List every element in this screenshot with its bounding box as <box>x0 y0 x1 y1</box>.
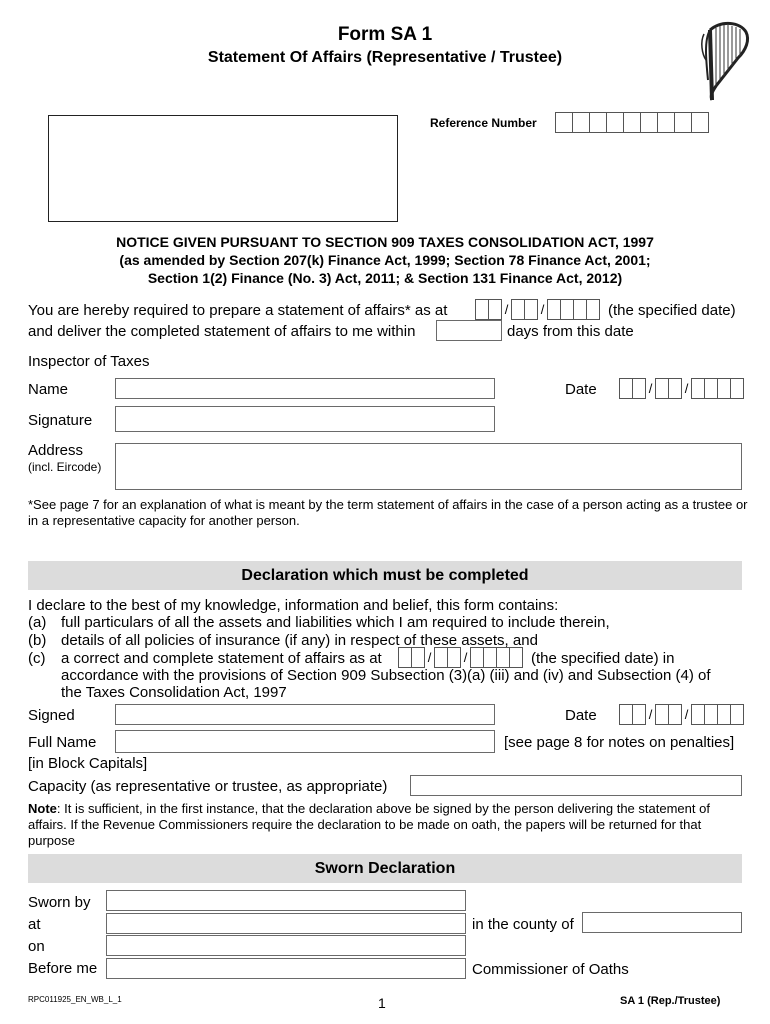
form-subtitle: Statement Of Affairs (Representative / Trustee) <box>207 49 563 66</box>
declaration-item-b-marker: (b) <box>28 632 47 649</box>
sworn-on-input[interactable] <box>106 935 466 956</box>
inspector-date-label: Date <box>565 381 597 398</box>
notice-block <box>0 233 770 287</box>
inspector-heading: Inspector of Taxes <box>28 353 150 370</box>
inspector-name-input[interactable] <box>115 378 495 399</box>
sworn-at-label: at <box>28 916 41 933</box>
sworn-declaration-heading: Sworn Declaration <box>28 854 742 883</box>
inspector-name-label: Name <box>28 381 69 398</box>
commissioner-label: Commissioner of Oaths <box>472 961 629 978</box>
declaration-specified-date-boxes[interactable]: / / <box>398 647 523 668</box>
specified-date-text: (the specified date) <box>608 302 736 319</box>
full-name-input[interactable] <box>115 730 495 753</box>
signed-input[interactable] <box>115 704 495 725</box>
recipient-address-box[interactable] <box>48 115 398 222</box>
full-name-label: Full Name <box>28 734 97 751</box>
declaration-item-a-text: full particulars of all the assets and liabilities which I am required to include therein, <box>61 614 610 631</box>
note-text: : It is sufficient, in the first instance, that the declaration above be signed by the person delivering the statement of affairs. If the Revenue Commissioners require the declaration to be made on oath, the papers will be returned for that purpose <box>28 801 710 848</box>
requirement-line-2: and deliver the completed statement of affairs to me within <box>28 323 416 340</box>
declaration-note <box>28 801 740 849</box>
county-input[interactable] <box>582 912 742 933</box>
notice-line-2: (as amended by Section 207(k) Finance Act, 1999; Section 78 Finance Act, 2001; <box>119 252 651 268</box>
sworn-on-label: on <box>28 938 45 955</box>
page-number: 1 <box>378 995 386 1011</box>
days-input[interactable] <box>436 320 502 341</box>
declaration-item-c-specified: (the specified date) in <box>531 650 675 667</box>
declaration-item-c-text: a correct and complete statement of affairs as at <box>61 650 382 667</box>
block-capitals-note: [in Block Capitals] <box>28 755 148 772</box>
note-label: Note <box>28 801 57 816</box>
signed-label: Signed <box>28 707 75 724</box>
reference-number-boxes[interactable] <box>555 112 709 133</box>
inspector-signature-input[interactable] <box>115 406 495 432</box>
notice-line-3: Section 1(2) Finance (No. 3) Act, 2011; & Section 131 Finance Act, 2012) <box>147 270 623 286</box>
before-me-input[interactable] <box>106 958 466 979</box>
declaration-item-c-marker: (c) <box>28 650 46 667</box>
form-title: Form SA 1 <box>337 24 433 45</box>
capacity-label: Capacity (as representative or trustee, as appropriate) <box>28 778 388 795</box>
harp-icon <box>700 20 754 104</box>
sworn-by-input[interactable] <box>106 890 466 911</box>
before-me-label: Before me <box>28 960 98 977</box>
statement-date-boxes[interactable]: / / <box>475 299 600 320</box>
declaration-item-b-text: details of all policies of insurance (if any) in respect of these assets, and <box>61 632 538 649</box>
inspector-signature-label: Signature <box>28 412 93 429</box>
declaration-heading: Declaration which must be completed <box>28 561 742 590</box>
declaration-item-c-line-2: accordance with the provisions of Section 909 Subsection (3)(a) (iii) and (iv) and Subsection (4) of <box>61 667 711 684</box>
sworn-at-input[interactable] <box>106 913 466 934</box>
inspector-address-label: Address <box>28 442 84 459</box>
footer-form-ref: SA 1 (Rep./Trustee) <box>620 995 721 1007</box>
declaration-date-label: Date <box>565 707 597 724</box>
county-label: in the county of <box>472 916 574 933</box>
declaration-item-c-line-3: the Taxes Consolidation Act, 1997 <box>61 684 287 701</box>
address-eircode-note: (incl. Eircode) <box>28 460 102 474</box>
declaration-date-boxes[interactable]: / / <box>619 704 744 725</box>
requirement-line-1: You are hereby required to prepare a statement of affairs* as at <box>28 302 448 319</box>
declaration-intro: I declare to the best of my knowledge, information and belief, this form contains: <box>28 597 559 614</box>
penalties-note: [see page 8 for notes on penalties] <box>504 734 735 751</box>
sworn-by-label: Sworn by <box>28 894 91 911</box>
inspector-address-input[interactable] <box>115 443 742 490</box>
inspector-date-boxes[interactable]: / / <box>619 378 744 399</box>
declaration-item-a-marker: (a) <box>28 614 47 631</box>
days-text: days from this date <box>507 323 634 340</box>
footer-code: RPC011925_EN_WB_L_1 <box>28 995 122 1004</box>
footnote-text: *See page 7 for an explanation of what is meant by the term statement of affairs in the case of a person acting as a trustee or in a representative capacity for another person. <box>28 497 748 528</box>
reference-number-label: Reference Number <box>430 116 537 130</box>
notice-line-1: NOTICE GIVEN PURSUANT TO SECTION 909 TAXES CONSOLIDATION ACT, 1997 <box>116 234 654 250</box>
capacity-input[interactable] <box>410 775 742 796</box>
